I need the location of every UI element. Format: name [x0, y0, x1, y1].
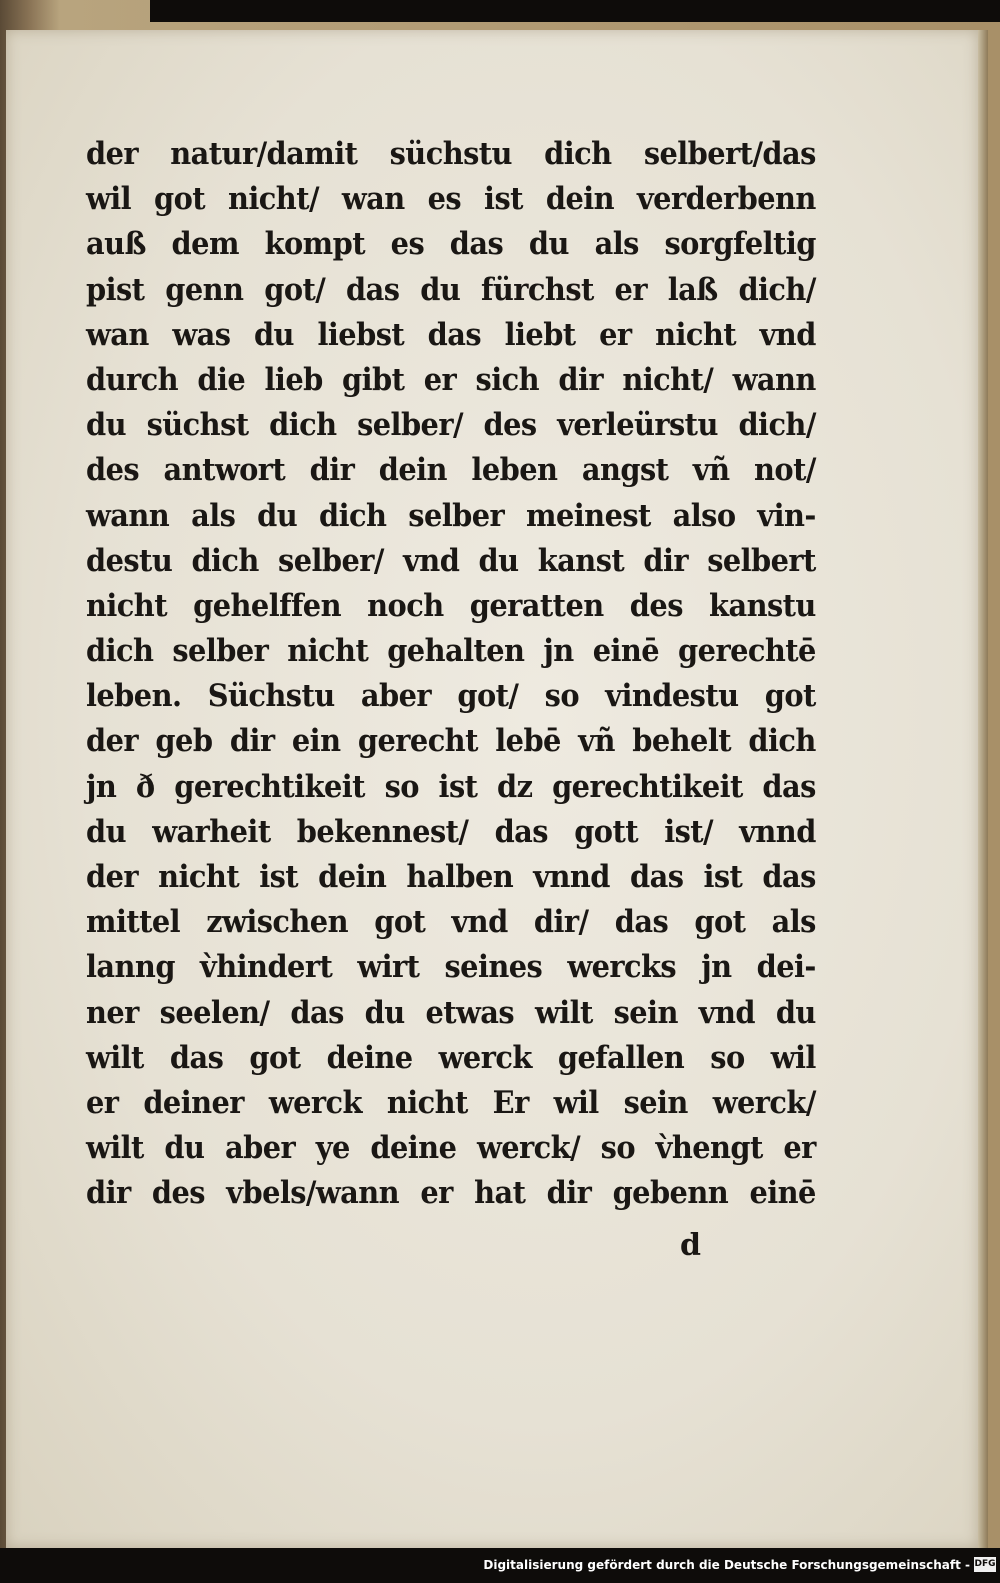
text-line: lanng v̀hindert wirt seines wercks jn dei- [86, 949, 816, 986]
text-line: auß dem kompt es das du als sorgfeltig [86, 226, 816, 263]
text-line: du warheit bekennest/ das gott ist/ vnnd [86, 813, 816, 850]
text-line: wann als du dich selber meinest also vin- [86, 497, 816, 534]
text-line: der geb dir ein gerecht lebē vñ behelt dich [86, 723, 816, 760]
text-line: durch die lieb gibt er sich dir nicht/ wann [86, 361, 816, 398]
text-line: destu dich selber/ vnd du kanst dir selbert [86, 542, 816, 579]
text-line: mittel zwischen got vnd dir/ das got als [86, 904, 816, 941]
text-line: dir des vbels/wann er hat dir gebenn einē [86, 1175, 816, 1212]
text-line: leben. Süchstu aber got/ so vindestu got [86, 678, 816, 715]
digitization-credit: Digitalisierung gefördert durch die Deutsche Forschungsgemeinschaft - [483, 1558, 970, 1572]
text-line: wan was du liebst das liebt er nicht vnd [86, 316, 816, 353]
text-line: du süchst dich selber/ des verleürstu dich/ [86, 407, 816, 444]
text-line: wilt du aber ye deine werck/ so v̀hengt er [86, 1130, 816, 1167]
text-line: er deiner werck nicht Er wil sein werck/ [86, 1084, 816, 1121]
signature-mark: d [680, 1228, 701, 1263]
page-text [86, 132, 816, 1217]
text-line: wilt das got deine werck gefallen so wil [86, 1039, 816, 1076]
dfg-logo: DFG [974, 1557, 996, 1572]
text-line: pist genn got/ das du fürchst er laß dich/ [86, 271, 816, 308]
text-line: jn ð gerechtikeit so ist dz gerechtikeit das [86, 768, 816, 805]
text-line: dich selber nicht gehalten jn einē gerechtē [86, 633, 816, 670]
text-line: nicht gehelffen noch geratten des kanstu [86, 587, 816, 624]
text-line: des antwort dir dein leben angst vñ not/ [86, 452, 816, 489]
text-line: der nicht ist dein halben vnnd das ist das [86, 859, 816, 895]
text-line: der natur/damit süchstu dich selbert/das [86, 136, 816, 172]
text-line: ner seelen/ das du etwas wilt sein vnd du [86, 994, 816, 1031]
scan-top-border [150, 0, 1000, 22]
page-edge [978, 30, 988, 1548]
text-line: wil got nicht/ wan es ist dein verderbenn [86, 181, 816, 218]
